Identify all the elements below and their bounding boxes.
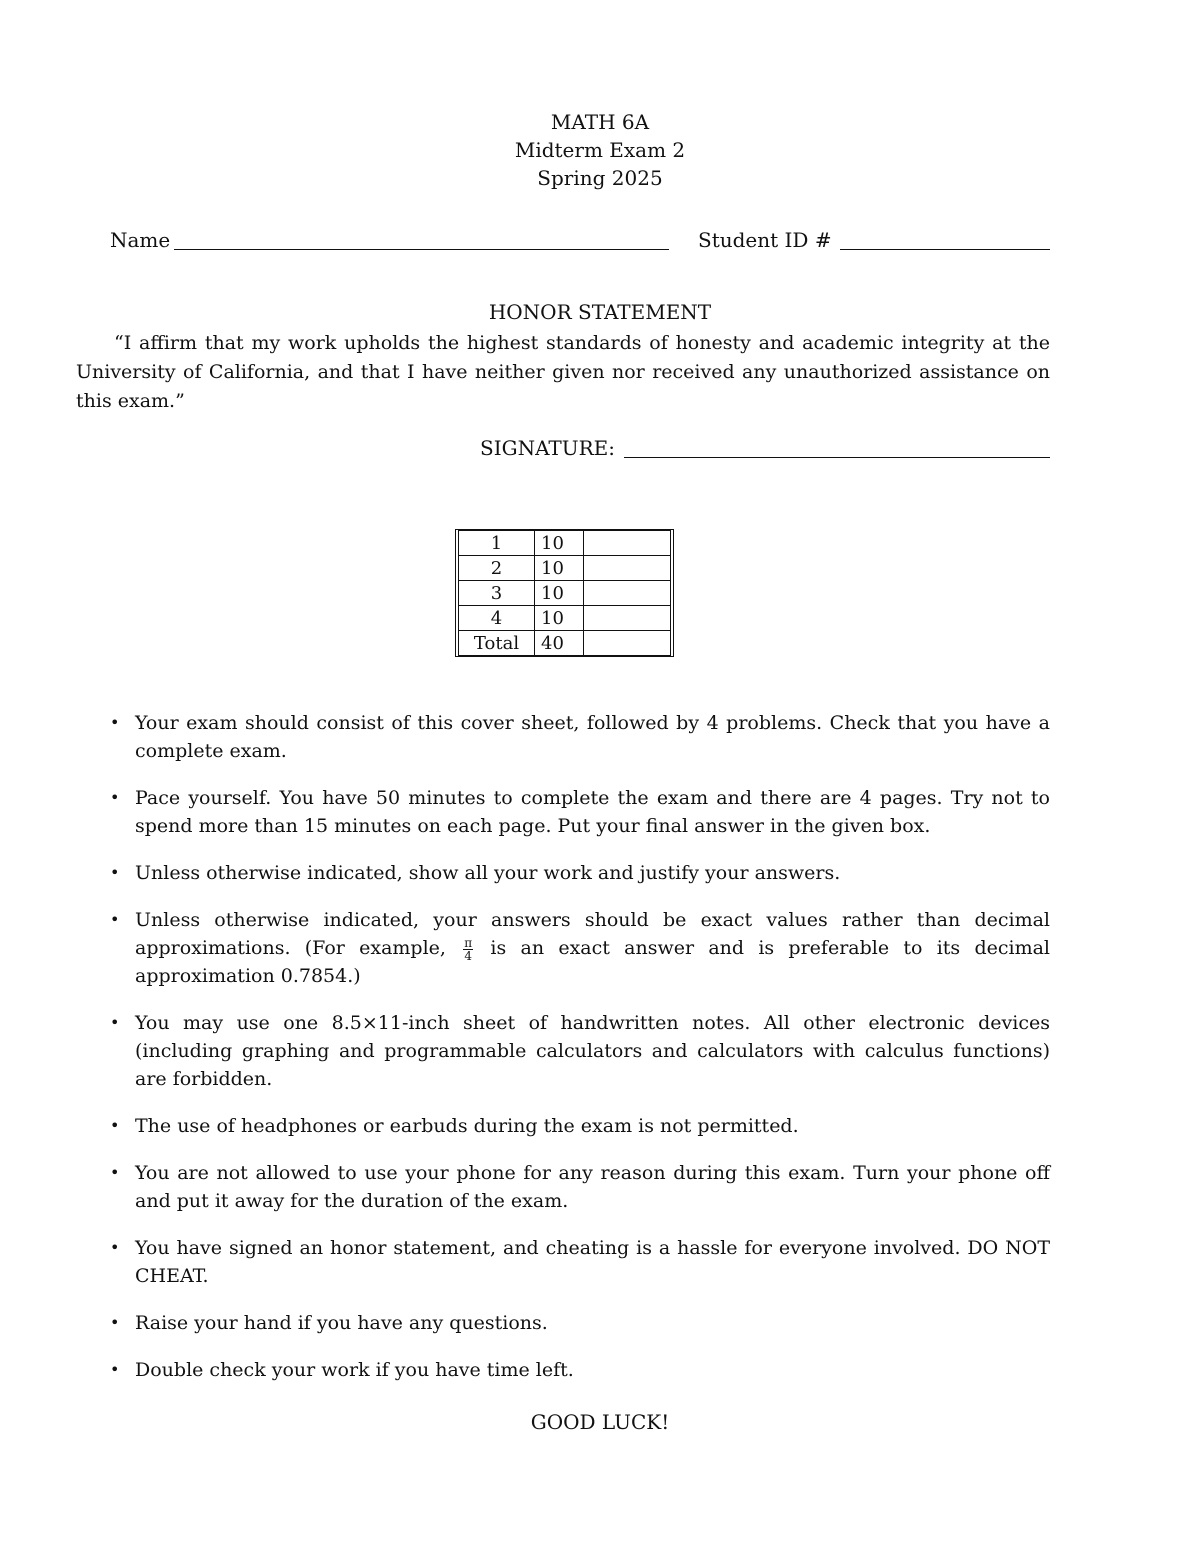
- rule-item: [110, 1009, 1050, 1093]
- rule-item: [110, 1159, 1050, 1215]
- fraction-numerator: π: [464, 935, 473, 950]
- rule-text: You have signed an honor statement, and cheating is a hassle for everyone involved. DO NOT CHEAT.: [135, 1237, 1050, 1287]
- problem-number-cell: 2: [459, 556, 535, 581]
- rule-text: Unless otherwise indicated, your answers should be exact values rather than decimal approximations. (For example,: [135, 909, 1050, 959]
- points-cell: 40: [535, 631, 584, 656]
- score-table-row: [459, 581, 671, 606]
- score-table-row: [459, 606, 671, 631]
- rule-text: You may use one 8.5×11-inch sheet of handwritten notes. All other electronic devices (including graphing and programmable calculators and calculators with calculus functions) are forbidden.: [135, 1012, 1050, 1090]
- rule-item: [110, 1112, 1050, 1140]
- rule-text: Double check your work if you have time left.: [135, 1359, 574, 1381]
- problem-number-cell: 4: [459, 606, 535, 631]
- bullet-icon: •: [110, 713, 120, 732]
- rule-text: The use of headphones or earbuds during the exam is not permitted.: [135, 1115, 799, 1137]
- exam-header: [0, 108, 1200, 192]
- exam-term: Spring 2025: [537, 166, 663, 190]
- student-id-label: Student ID #: [698, 228, 832, 252]
- rule-text: is an exact answer and is preferable to its decimal approximation 0.7854.): [135, 937, 1050, 987]
- bullet-icon: •: [110, 1238, 120, 1257]
- score-cell: [584, 556, 671, 581]
- bullet-icon: •: [110, 863, 120, 882]
- rule-item: [110, 1356, 1050, 1384]
- rule-item: [110, 1309, 1050, 1337]
- name-blank-line: [174, 249, 669, 250]
- score-table-row: [459, 531, 671, 556]
- name-label: Name: [110, 228, 171, 252]
- bullet-icon: •: [110, 1163, 120, 1182]
- points-cell: 10: [535, 581, 584, 606]
- rule-item: [110, 709, 1050, 765]
- student-id-blank-line: [840, 249, 1050, 250]
- exam-title: Midterm Exam 2: [514, 138, 686, 162]
- rule-item: [110, 784, 1050, 840]
- problem-number-cell: 1: [459, 531, 535, 556]
- score-table-row: [459, 556, 671, 581]
- rule-text: Pace yourself. You have 50 minutes to complete the exam and there are 4 pages. Try not to spend more than 15 minutes on each page. Put your final answer in the given box.: [135, 787, 1050, 837]
- score-cell: [584, 631, 671, 656]
- student-fields: [110, 228, 1050, 258]
- points-cell: 10: [535, 531, 584, 556]
- rule-item: [110, 906, 1050, 990]
- rule-text: Raise your hand if you have any questions.: [135, 1312, 548, 1334]
- exam-rules-list: [110, 709, 1050, 1403]
- bullet-icon: •: [110, 788, 120, 807]
- score-cell: [584, 531, 671, 556]
- signature-blank-line: [624, 457, 1050, 458]
- rule-item: [110, 1234, 1050, 1290]
- bullet-icon: •: [110, 1013, 120, 1032]
- course-title: MATH 6A: [550, 110, 650, 134]
- honor-statement-title: HONOR STATEMENT: [488, 300, 712, 324]
- honor-statement-text: “I affirm that my work upholds the highest standards of honesty and academic integrity at the University of California, and that I have neither given nor received any unauthorized assistance on this exam.”: [76, 332, 1050, 412]
- score-cell: [584, 581, 671, 606]
- rule-text: Unless otherwise indicated, show all your work and justify your answers.: [135, 862, 841, 884]
- problem-number-cell: 3: [459, 581, 535, 606]
- bullet-icon: •: [110, 1360, 120, 1379]
- rule-text: You are not allowed to use your phone for any reason during this exam. Turn your phone off and put it away for the duration of the exam.: [135, 1162, 1050, 1212]
- rule-text: Your exam should consist of this cover sheet, followed by 4 problems. Check that you have a complete exam.: [135, 712, 1050, 762]
- bullet-icon: •: [110, 1116, 120, 1135]
- pi-over-four-fraction: [463, 937, 473, 962]
- rule-item: [110, 859, 1050, 887]
- problem-number-cell: Total: [459, 631, 535, 656]
- signature-label: SIGNATURE:: [480, 436, 616, 460]
- bullet-icon: •: [110, 1313, 120, 1332]
- score-table-row: [459, 631, 671, 656]
- fraction-denominator: 4: [464, 948, 472, 963]
- points-cell: 10: [535, 556, 584, 581]
- points-cell: 10: [535, 606, 584, 631]
- score-table: [455, 529, 674, 657]
- good-luck-closing: GOOD LUCK!: [530, 1410, 670, 1434]
- score-cell: [584, 606, 671, 631]
- bullet-icon: •: [110, 910, 120, 929]
